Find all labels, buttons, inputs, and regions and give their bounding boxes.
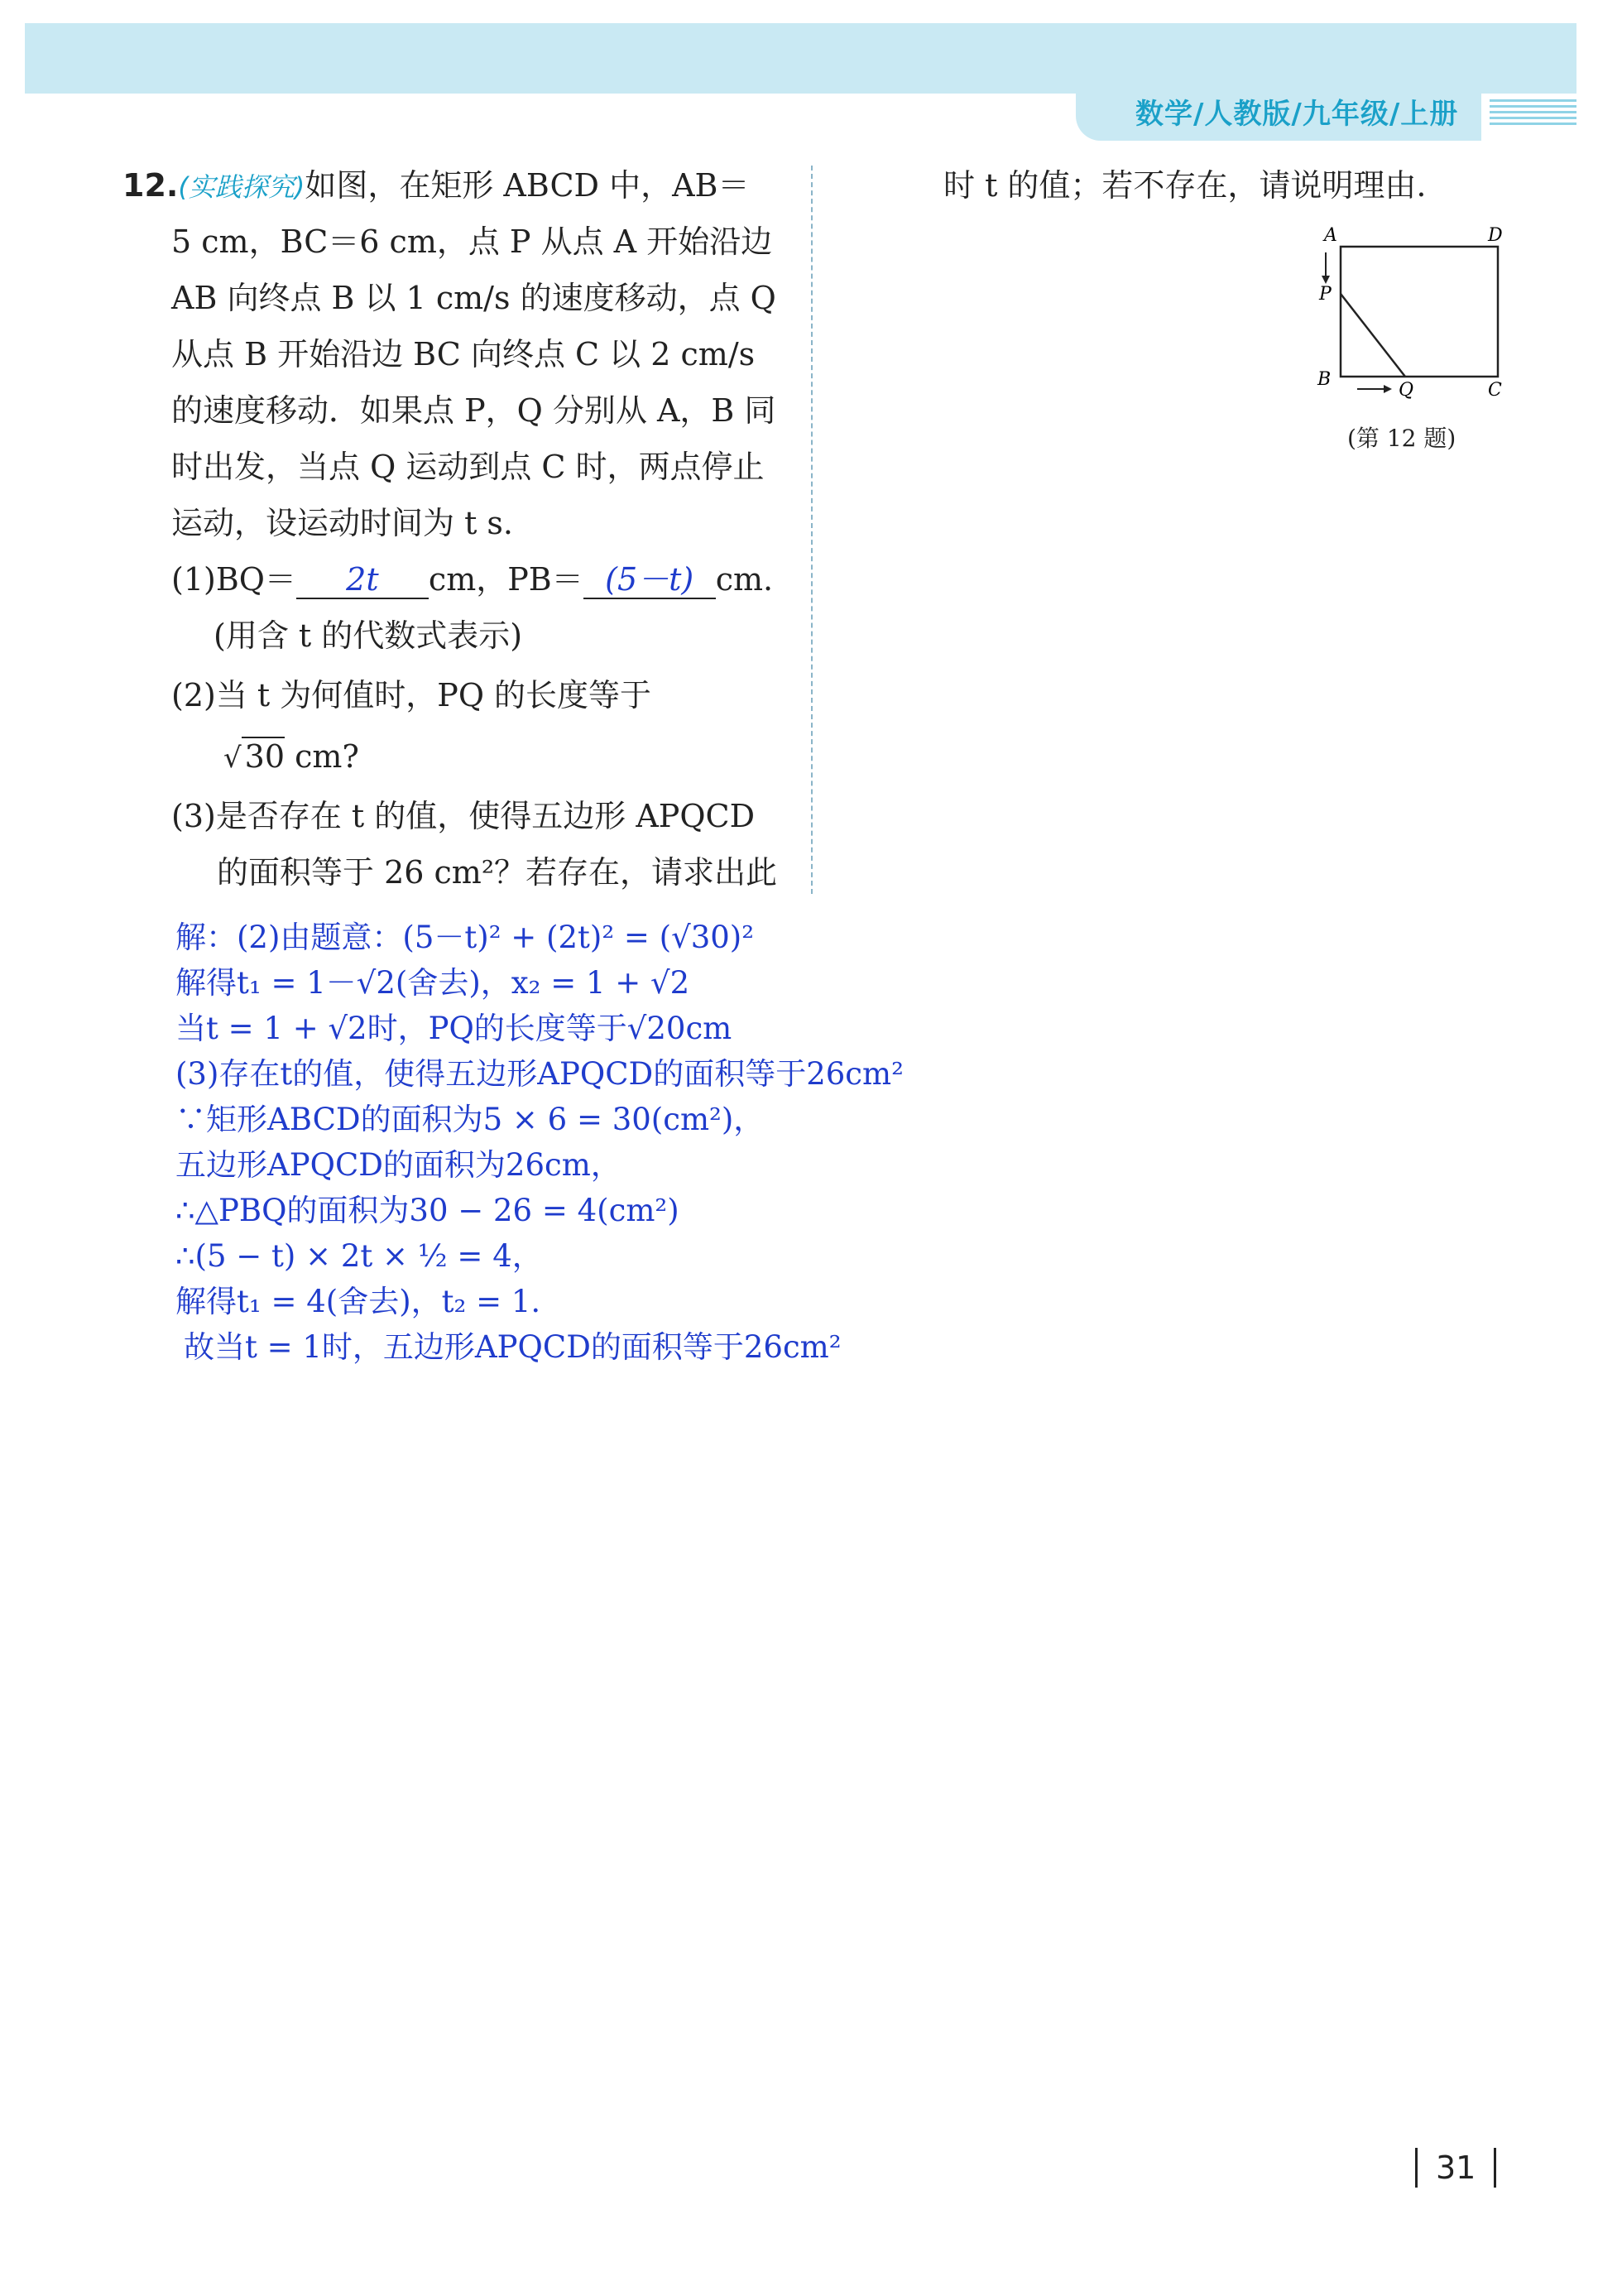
answer-line: (3)存在t的值，使得五边形APQCD的面积等于26cm² [175,1056,904,1092]
segment-pq [1341,294,1405,377]
part3-line: (3)是否存在 t 的值，使得五边形 APQCD [171,798,756,834]
part1-suffix: cm. [715,561,774,598]
answer-blank-bq[interactable]: 2t [296,561,429,599]
rectangle-figure [1308,219,1523,401]
figure-caption: (第 12 题) [1347,425,1456,452]
sqrt-radicand: 30 [242,737,285,775]
answer-line: ∴△PBQ的面积为30 − 26 = 4(cm²) [175,1193,679,1228]
question-first-line [122,157,749,215]
label-b: B [1317,369,1332,390]
label-d: D [1488,225,1503,246]
stem-line: 从点 B 开始沿边 BC 向终点 C 以 2 cm/s [171,336,756,372]
label-c: C [1488,380,1502,401]
stem-line: AB 向终点 B 以 1 cm/s 的速度移动，点 Q [171,280,776,316]
stem-line: 时出发，当点 Q 运动到点 C 时，两点停止 [171,449,765,485]
answer-line: ∴(5 − t) × 2t × ½ = 4， [175,1238,543,1274]
label-q: Q [1399,380,1414,401]
answer-line: 当t = 1 + √2时，PQ的长度等于√20cm [175,1011,732,1046]
part2-suffix: cm? [295,738,359,775]
answer-line: 故当t = 1时，五边形APQCD的面积等于26cm² [184,1329,842,1365]
question-tag: (实践探究) [178,171,305,203]
header-decoration [1490,99,1576,126]
answer-line: 解得t₁ = 1－√2(舍去)，x₂ = 1 + √2 [175,965,690,1001]
label-a: A [1324,225,1337,246]
part1-line [171,551,773,608]
arrow-right-head-icon [1384,385,1392,393]
part1-note: (用含 t 的代数式表示) [214,617,523,654]
part1-mid: cm，PB＝ [428,561,583,598]
part1-prefix: (1)BQ＝ [171,561,296,598]
part3-continued: 时 t 的值；若不存在，请说明理由. [943,167,1427,204]
arrow-down-head-icon [1322,276,1330,284]
page-number: 31 [1415,2148,1496,2188]
part3-line: 的面积等于 26 cm²？若存在，请求出此 [217,854,778,891]
stem-line: 如图，在矩形 ABCD 中，AB＝ [305,167,750,204]
header-title: 数学/人教版/九年级/上册 [1135,98,1459,131]
answer-line: 解得t₁ = 4(舍去)，t₂ = 1. [175,1284,541,1319]
rectangle-abcd [1341,247,1498,377]
answer-blank-pb[interactable]: (5－t) [583,561,716,599]
answer-line: ∵矩形ABCD的面积为5 × 6 = 30(cm²)， [175,1102,765,1137]
question-number: 12. [122,167,179,204]
stem-line: 运动，设运动时间为 t s. [171,505,514,541]
column-divider [811,166,813,894]
part2-line2: √ 30 cm? [223,738,359,775]
part2-line: (2)当 t 为何值时，PQ 的长度等于 [171,677,652,713]
stem-line: 5 cm，BC＝6 cm，点 P 从点 A 开始沿边 [171,223,773,260]
answer-line: 解：(2)由题意：(5－t)² + (2t)² = (√30)² [175,920,755,955]
answer-line: 五边形APQCD的面积为26cm， [175,1147,621,1183]
stem-line: 的速度移动．如果点 P，Q 分别从 A，B 同 [171,392,776,429]
label-p: P [1319,284,1332,305]
